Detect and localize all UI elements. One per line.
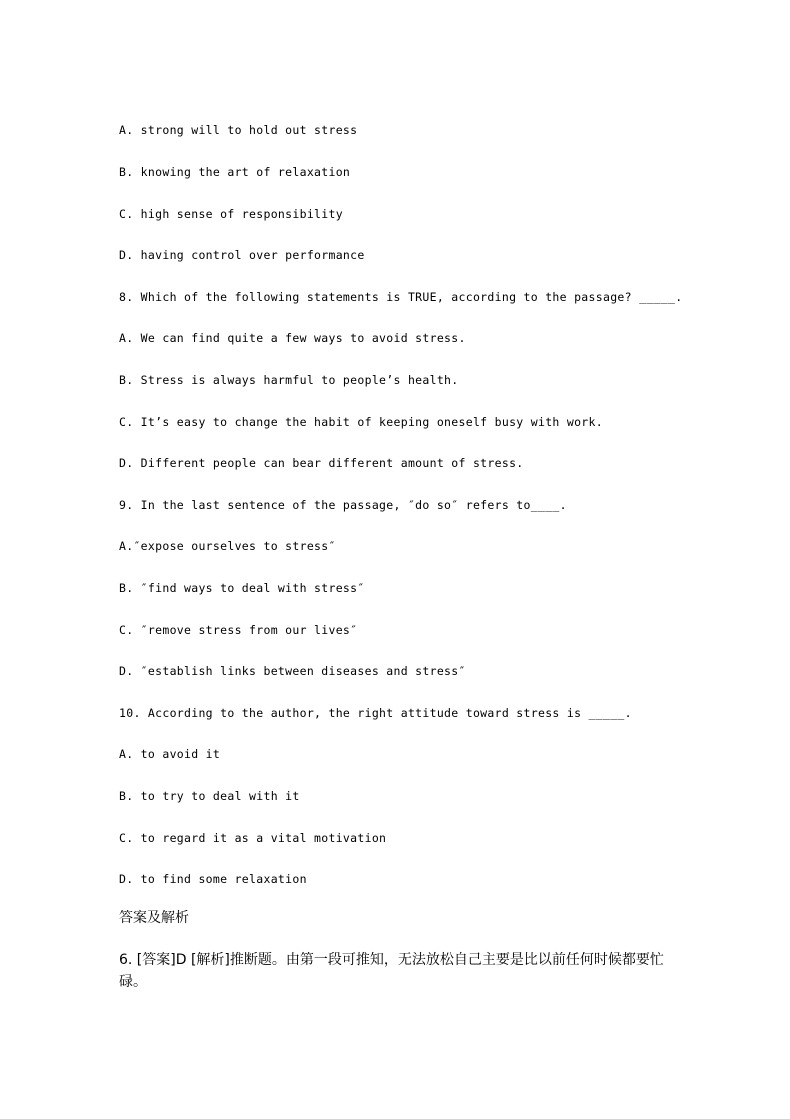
q10-option-b: B. to try to deal with it [119,789,300,803]
q9-option-a: A.″expose ourselves to stress″ [119,539,336,553]
answers-heading: 答案及解析 [119,910,189,926]
q7-option-c: C. high sense of responsibility [119,207,343,221]
q10-option-a: A. to avoid it [119,747,221,761]
q7-option-d: D. having control over performance [119,248,365,262]
q10-option-d: D. to find some relaxation [119,872,307,886]
q9-option-c: C. ″remove stress from our lives″ [119,623,358,637]
q10-option-c: C. to regard it as a vital motivation [119,831,387,845]
q8-option-d: D. Different people can bear different amount of stress. [119,456,524,470]
q9-stem: 9. In the last sentence of the passage, ″do so″ refers to____. [119,498,567,512]
q10-stem: 10. According to the author, the right attitude toward stress is _____. [119,706,632,720]
answer-6-explanation: 6. [答案]D [解析]推断题。由第一段可推知，无法放松自己主要是比以前任何时候都要忙碌。 [119,952,664,990]
q8-stem: 8. Which of the following statements is TRUE, according to the passage? _____. [119,290,683,304]
q7-option-a: A. strong will to hold out stress [119,123,358,137]
q8-option-b: B. Stress is always harmful to people’s health. [119,373,459,387]
q7-option-b: B. knowing the art of relaxation [119,165,351,179]
q8-option-a: A. We can find quite a few ways to avoid stress. [119,331,466,345]
q8-option-c: C. It’s easy to change the habit of keeping oneself busy with work. [119,415,603,429]
q9-option-d: D. ″establish links between diseases and stress″ [119,664,466,678]
q9-option-b: B. ″find ways to deal with stress″ [119,581,365,595]
